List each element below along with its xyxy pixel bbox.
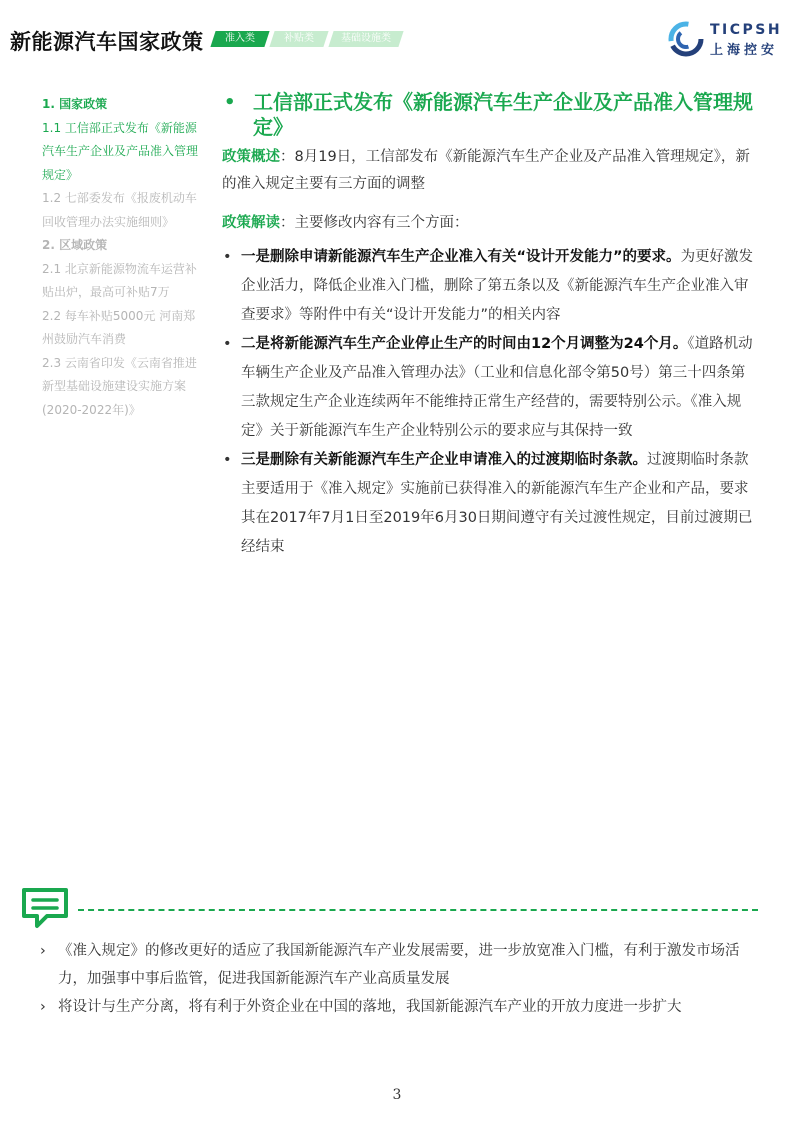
overview-text: ：8月19日，工信部发布《新能源汽车生产企业及产品准入管理规定》，新的准入规定主要有三方面的调整 [222,149,750,192]
toc-item-regional-policy[interactable]: 2. 区域政策 [42,238,108,252]
point-1-text: 为更好激发企业活力，降低企业准入门槛，删除了第五条以及《新能源汽车生产企业准入审查要求》等附件中有关“设计开发能力”的相关内容 [241,249,754,323]
point-2-text: 《道路机动车辆生产企业及产品准入管理办法》（工业和信息化部令第50号）第三十四条第三款规定生产企业连续两年不能维持正常生产经营的，需要特别公示。《准入规定》关于新能源汽车生产企业特别公示的要求应与其保持一致 [241,336,753,439]
logo-swirl-icon [668,21,706,57]
main-content [222,90,757,562]
heading-bullet: • [224,92,236,113]
section-heading [222,90,757,140]
logo-text-cn: 上海控安 [710,43,779,58]
overview-paragraph [222,144,757,198]
toc-item-1-2[interactable]: 1.2 七部委发布《报废机动车回收管理办法实施细则》 [42,191,197,229]
company-logo [668,21,788,57]
point-3-text: 过渡期临时条款主要适用于《准入规定》实施前已获得准入的新能源汽车生产企业和产品，要求其在2017年7月1日至2019年6月30日期间遵守有关过渡性规定，目前过渡期已经结束 [241,452,753,555]
toc-item-national-policy[interactable]: 1. 国家政策 [42,97,108,111]
toc-item-2-1[interactable]: 2.1 北京新能源物流车运营补贴出炉，最高可补贴7万 [42,261,197,299]
list-bullet: • [223,452,232,468]
comment-icon [19,886,71,930]
page-number: 3 [392,1087,402,1103]
list-item [40,993,755,1021]
section-heading-text: 工信部正式发布《新能源汽车生产企业及产品准入管理规定》 [253,90,753,139]
overview-label: 政策概述 [222,149,280,165]
logo-text-en: TICPSH [710,22,783,38]
page-title: 新能源汽车国家政策 [10,30,204,54]
note-1-text: 《准入规定》的修改更好的适应了我国新能源汽车产业发展需要，进一步放宽准入门槛，有利于激发市场活力，加强事中事后监管，促进我国新能源汽车产业高质量发展 [58,943,740,987]
tag-subsidy[interactable]: 补贴类 [269,31,328,47]
interpretation-label: 政策解读 [222,215,280,231]
note-2-text: 将设计与生产分离，将有利于外资企业在中国的落地，我国新能源汽车产业的开放力度进一步扩大 [58,999,682,1015]
chevron-right-icon: › [40,999,46,1015]
list-item [222,446,757,562]
toc-item-2-3[interactable]: 2.3 云南省印发《云南省推进新型基础设施建设实施方案(2020-2022年)》 [42,355,197,417]
section-divider [78,909,758,911]
list-bullet: • [223,336,232,352]
sidebar-toc [42,93,202,422]
tag-access[interactable]: 准入类 [210,31,269,47]
list-item [222,243,757,330]
list-item [40,937,755,993]
summary-notes [40,937,755,1021]
list-bullet: • [223,249,232,265]
toc-item-2-2[interactable]: 2.2 每车补贴5000元 河南郑州鼓励汽车消费 [42,308,196,346]
point-3-heading: 三是删除有关新能源汽车生产企业申请准入的过渡期临时条款。 [241,452,647,468]
change-points-list [222,243,757,562]
chevron-right-icon: › [40,943,46,959]
point-1-heading: 一是删除申请新能源汽车生产企业准入有关“设计开发能力”的要求。 [241,249,681,265]
interpretation-text: ：主要修改内容有三个方面： [280,215,469,231]
list-item [222,330,757,446]
toc-item-1-1[interactable]: 1.1 工信部正式发布《新能源汽车生产企业及产品准入管理规定》 [42,120,199,182]
point-2-heading: 二是将新能源汽车生产企业停止生产的时间由12个月调整为24个月。 [241,336,688,352]
tag-infrastructure[interactable]: 基础设施类 [328,31,403,47]
interpretation-paragraph [222,210,757,237]
